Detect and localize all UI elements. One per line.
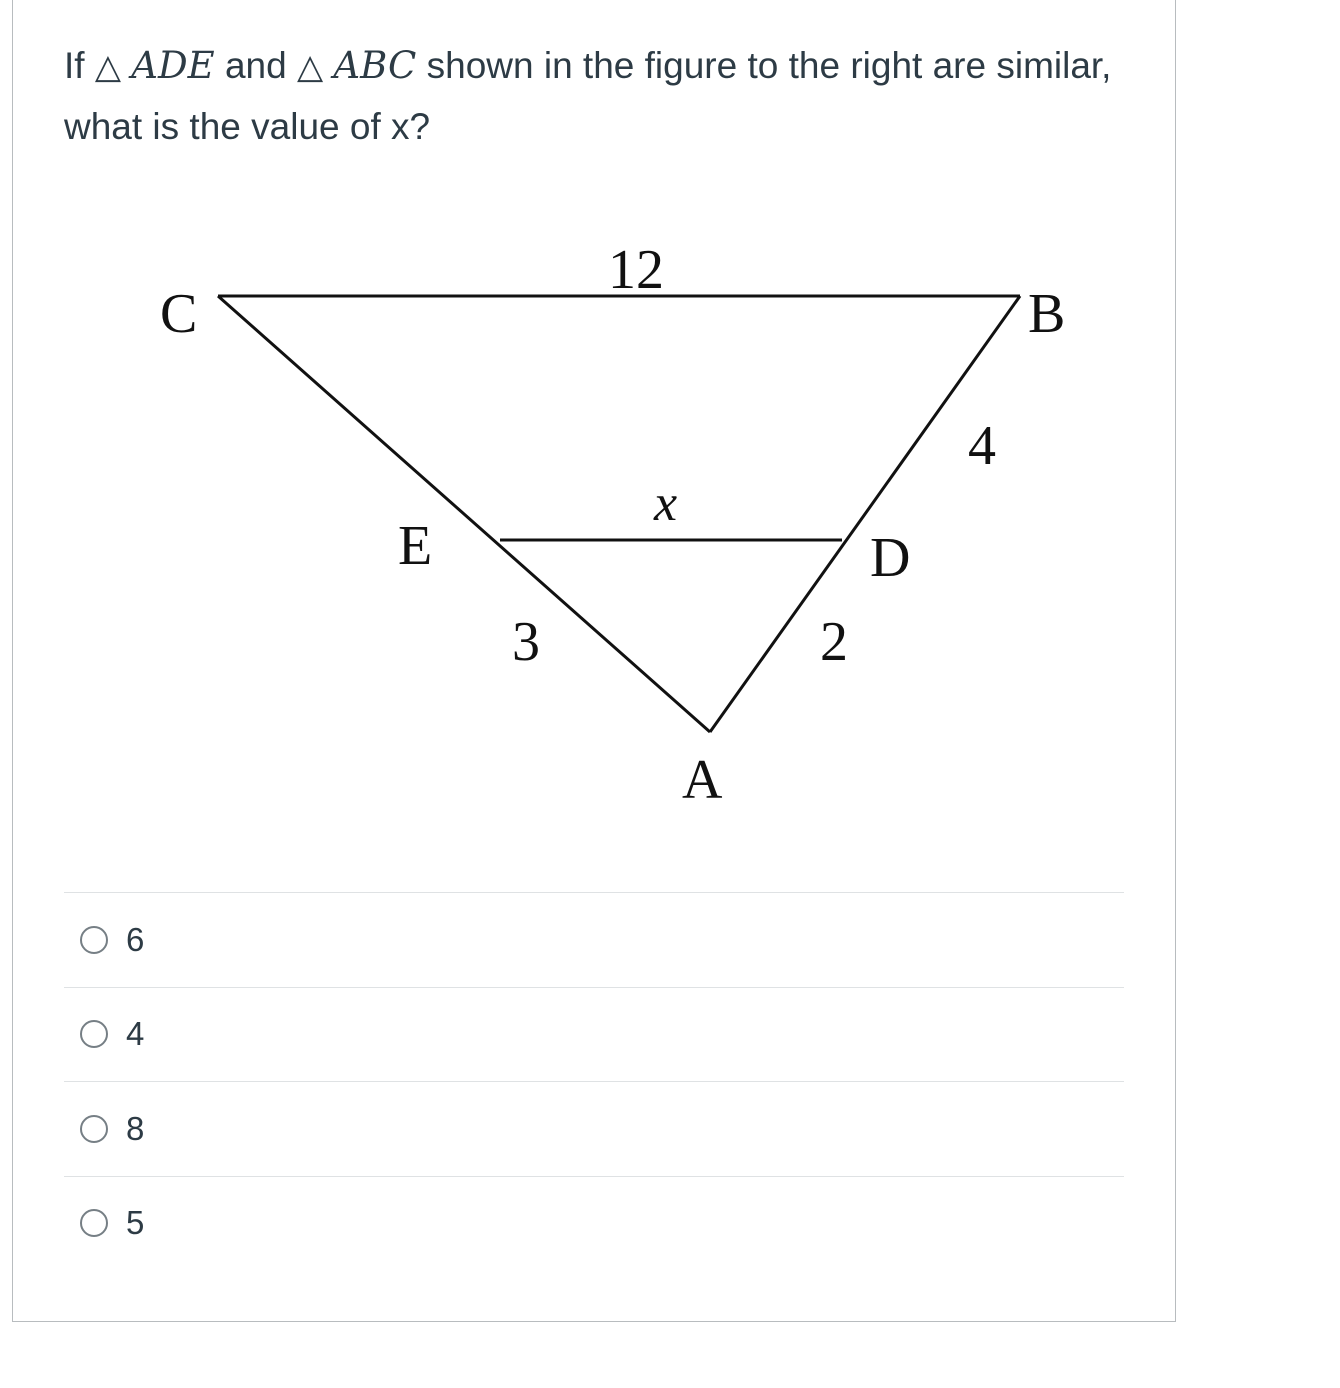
answer-list (64, 892, 1124, 1270)
side-label-ea: 3 (512, 611, 540, 673)
vertex-e-label: E (398, 515, 433, 577)
vertex-c-label: C (160, 283, 198, 345)
triangle-symbol: △ (94, 47, 121, 87)
side-label-bd: 4 (968, 415, 996, 477)
vertex-d-label: D (870, 527, 911, 589)
answer-option[interactable] (64, 1176, 1124, 1271)
radio-button[interactable] (80, 926, 108, 954)
triangle-figure (140, 220, 1100, 820)
answer-label: 5 (126, 1204, 145, 1242)
side-label-da: 2 (820, 611, 848, 673)
triangle-diagram (140, 220, 1100, 820)
radio-button[interactable] (80, 1209, 108, 1237)
radio-button[interactable] (80, 1115, 108, 1143)
vertex-b-label: B (1028, 283, 1066, 345)
answer-label: 6 (126, 920, 145, 958)
answer-option[interactable] (64, 892, 1124, 987)
answer-label: 8 (126, 1109, 145, 1147)
triangle-name-abc: ABC (333, 44, 417, 87)
radio-button[interactable] (80, 1020, 108, 1048)
vertex-a-label: A (682, 749, 723, 811)
side-label-cb: 12 (608, 239, 664, 301)
side-label-ed: x (654, 475, 678, 532)
question-text (64, 36, 1144, 157)
question-prefix: If (64, 45, 95, 86)
side-ba (710, 296, 1020, 732)
answer-option[interactable] (64, 987, 1124, 1082)
triangle-symbol: △ (296, 47, 324, 87)
answer-option[interactable] (64, 1081, 1124, 1176)
triangle-name-ade: ADE (131, 44, 215, 87)
side-ca (218, 296, 710, 732)
question-suffix: shown in the figure to the right are similar, what is the value of x? (64, 45, 1112, 147)
question-middle: and (214, 45, 297, 86)
answer-label: 4 (126, 1015, 145, 1053)
